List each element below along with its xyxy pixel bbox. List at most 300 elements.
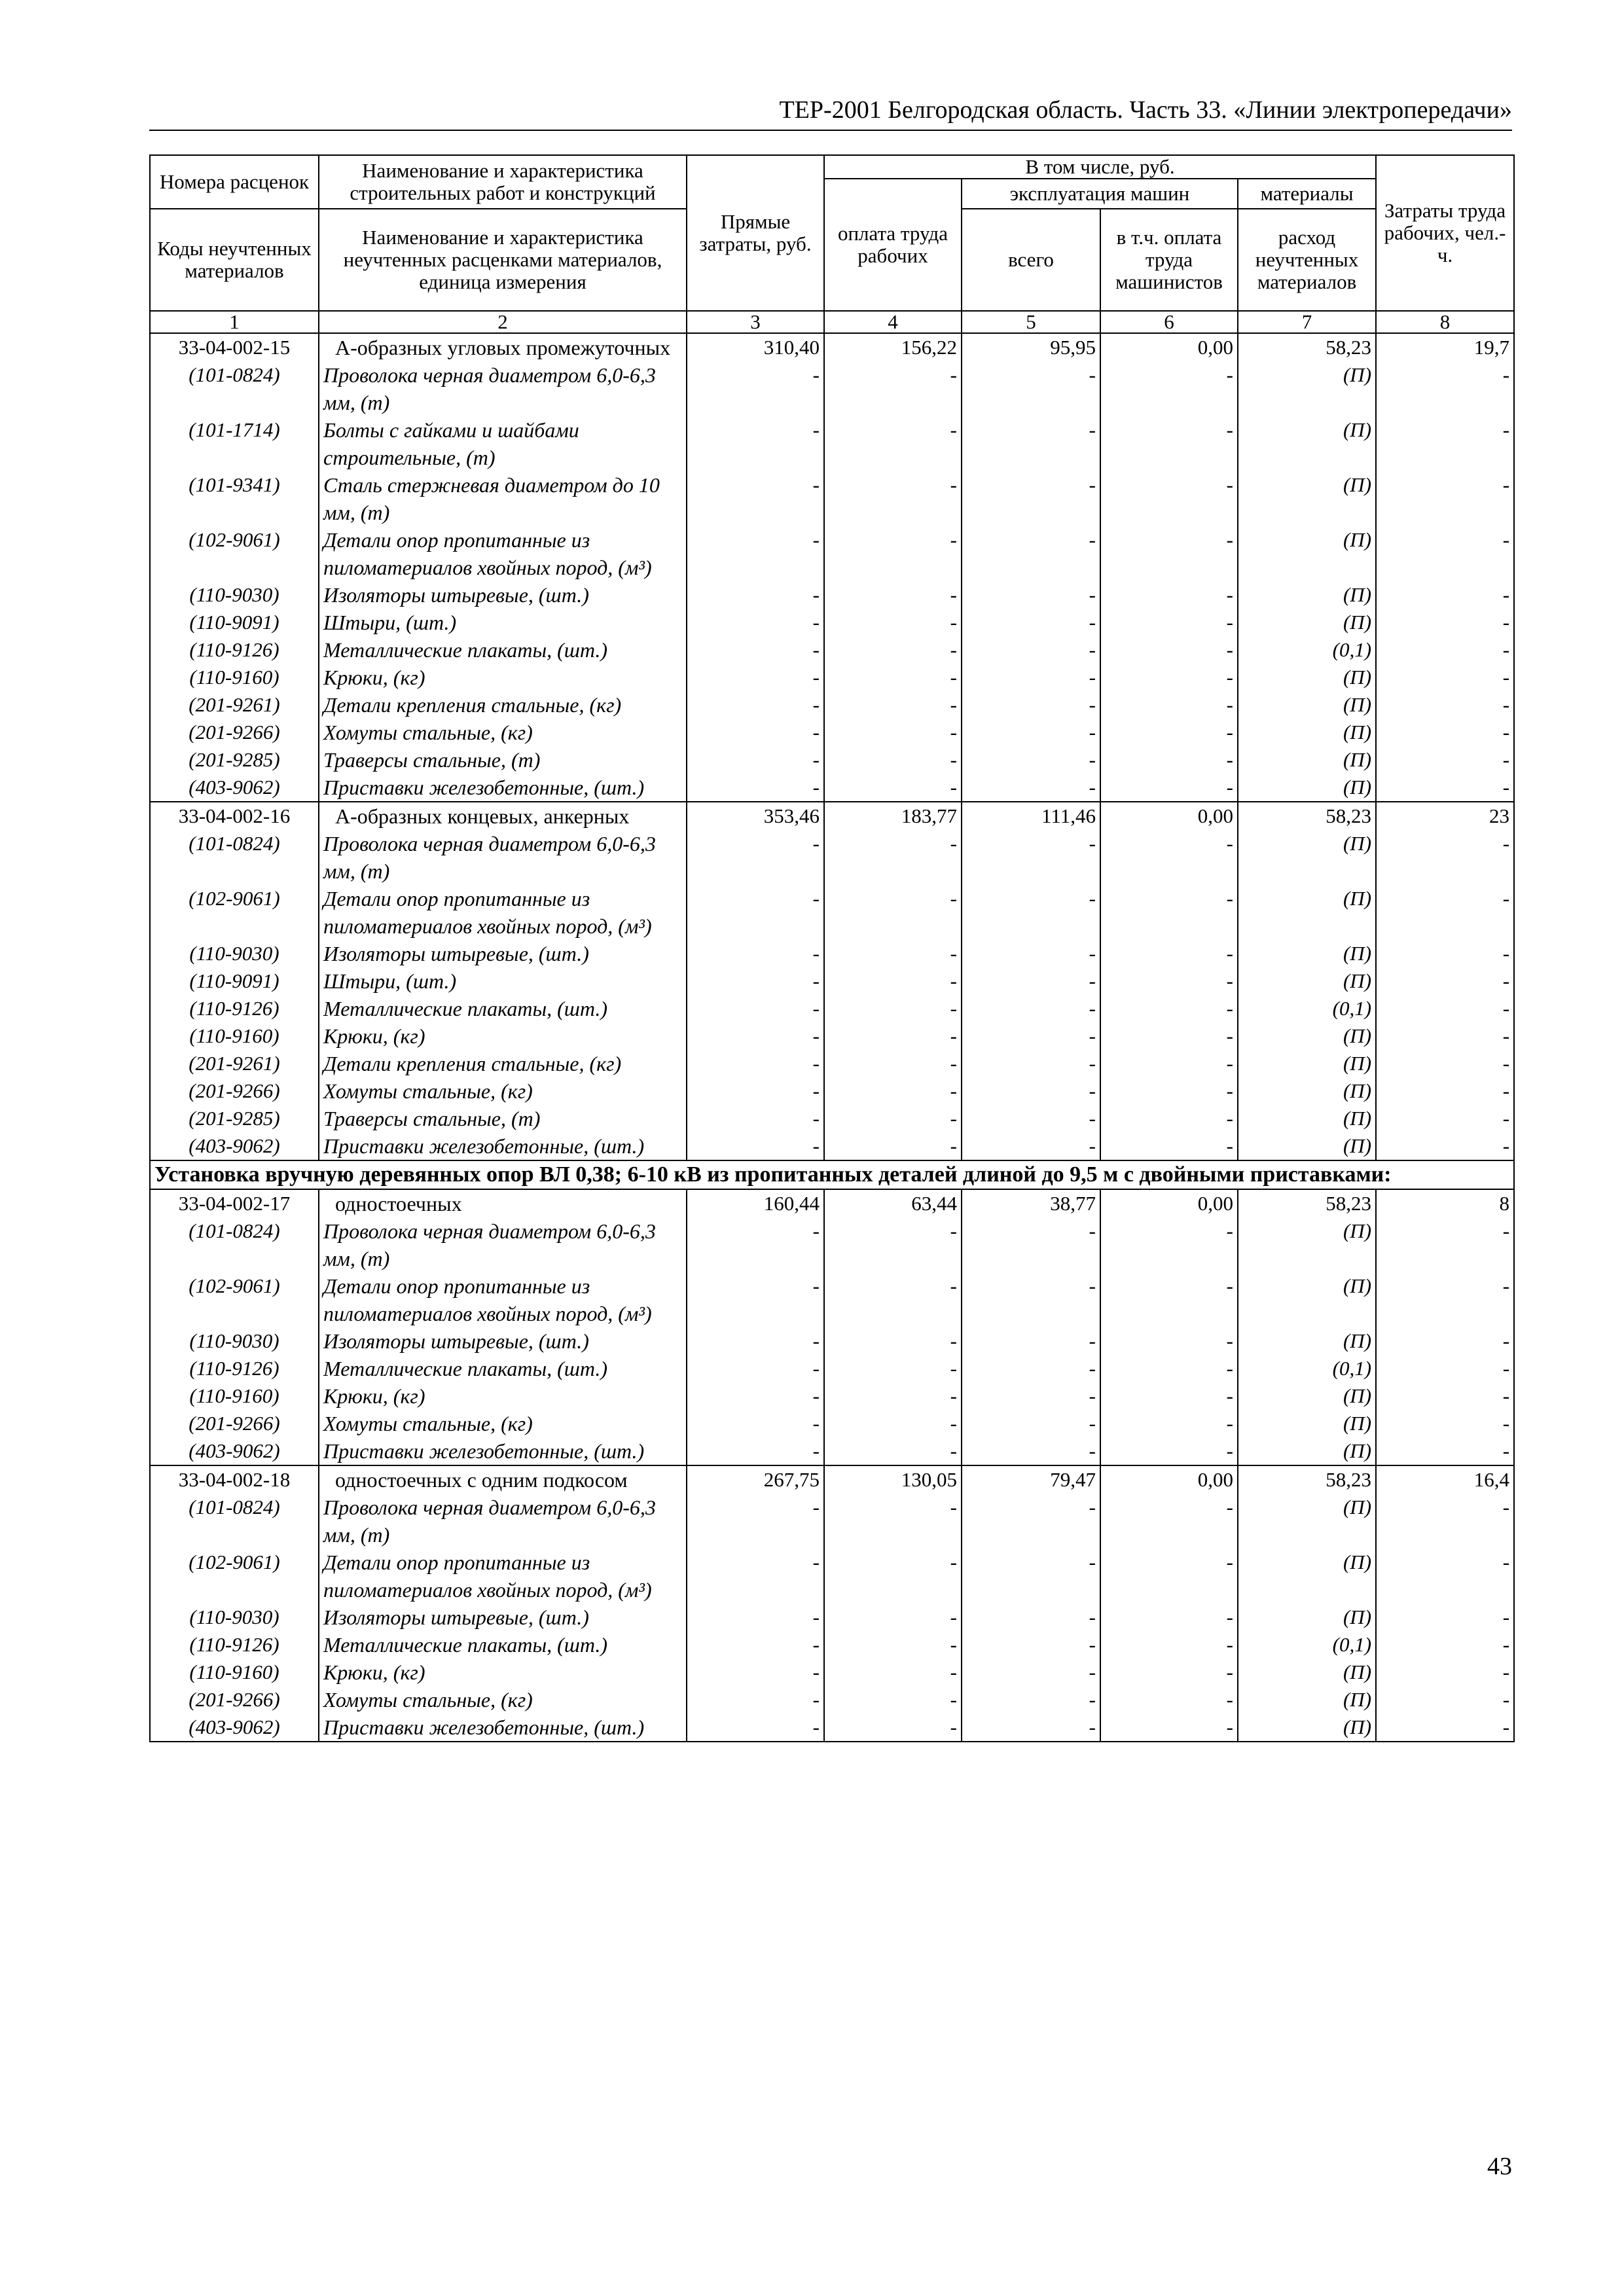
- material-consumption-value: (П): [1238, 1659, 1376, 1686]
- material-row: [150, 1050, 1514, 1077]
- worker-pay-value: -: [824, 995, 962, 1022]
- material-code: (110-9030): [150, 1327, 319, 1355]
- machines-total-value: -: [962, 967, 1100, 995]
- worker-pay-value: -: [824, 636, 962, 664]
- material-name: Детали крепления стальные, (кг): [319, 1050, 687, 1077]
- direct-costs-value: -: [687, 1659, 824, 1686]
- rate-code: 33-04-002-16: [150, 802, 319, 830]
- material-row: [150, 774, 1514, 802]
- material-consumption-value: (П): [1238, 581, 1376, 609]
- material-row: [150, 1631, 1514, 1659]
- worker-pay-value: 63,44: [824, 1189, 962, 1217]
- material-name: Проволока черная диаметром 6,0-6,3 мм, (т): [319, 361, 687, 416]
- direct-costs-value: -: [687, 746, 824, 774]
- direct-costs-value: -: [687, 1022, 824, 1050]
- section-heading: Установка вручную деревянных опор ВЛ 0,38; 6-10 кВ из пропитанных деталей длиной до 9,5 м с двойными приставками:: [150, 1160, 1514, 1189]
- material-name: Траверсы стальные, (т): [319, 1105, 687, 1132]
- worker-pay-value: -: [824, 361, 962, 416]
- direct-costs-value: -: [687, 774, 824, 802]
- labor-hours-value: -: [1376, 1437, 1514, 1465]
- material-name: Детали опор пропитанные из пиломатериалов хвойных пород, (м³): [319, 1549, 687, 1604]
- material-consumption-value: (П): [1238, 1327, 1376, 1355]
- material-name: Проволока черная диаметром 6,0-6,3 мм, (т): [319, 1494, 687, 1549]
- column-numbers-row: [150, 311, 1514, 333]
- machinist-pay-value: -: [1100, 940, 1238, 967]
- header-including: В том числе, руб.: [824, 155, 1376, 179]
- header-materials: материалы: [1238, 179, 1376, 209]
- material-consumption-value: (П): [1238, 526, 1376, 581]
- worker-pay-value: -: [824, 1077, 962, 1105]
- machinist-pay-value: -: [1100, 746, 1238, 774]
- machines-total-value: -: [962, 940, 1100, 967]
- rate-row: [150, 333, 1514, 361]
- machinist-pay-value: -: [1100, 664, 1238, 691]
- direct-costs-value: -: [687, 361, 824, 416]
- machines-total-value: -: [962, 1604, 1100, 1631]
- machinist-pay-value: -: [1100, 1437, 1238, 1465]
- direct-costs-value: -: [687, 1327, 824, 1355]
- material-row: [150, 967, 1514, 995]
- material-consumption-value: 58,23: [1238, 1189, 1376, 1217]
- header-worker-pay: оплата труда рабочих: [824, 179, 962, 311]
- direct-costs-value: -: [687, 1132, 824, 1160]
- material-row: [150, 1327, 1514, 1355]
- machines-total-value: -: [962, 1549, 1100, 1604]
- material-name: Изоляторы штыревые, (шт.): [319, 1327, 687, 1355]
- direct-costs-value: 267,75: [687, 1465, 824, 1494]
- material-code: (110-9160): [150, 1382, 319, 1410]
- machinist-pay-value: -: [1100, 1604, 1238, 1631]
- material-code: (101-0824): [150, 1217, 319, 1272]
- work-name: А-образных концевых, анкерных: [319, 802, 687, 830]
- machinist-pay-value: -: [1100, 1105, 1238, 1132]
- material-row: [150, 664, 1514, 691]
- labor-hours-value: -: [1376, 1604, 1514, 1631]
- rate-row: [150, 1189, 1514, 1217]
- column-number: 8: [1376, 311, 1514, 333]
- worker-pay-value: -: [824, 1050, 962, 1077]
- direct-costs-value: -: [687, 1355, 824, 1382]
- material-code: (102-9061): [150, 1272, 319, 1327]
- labor-hours-value: 19,7: [1376, 333, 1514, 361]
- labor-hours-value: -: [1376, 526, 1514, 581]
- material-consumption-value: (П): [1238, 746, 1376, 774]
- machinist-pay-value: 0,00: [1100, 333, 1238, 361]
- worker-pay-value: -: [824, 1631, 962, 1659]
- worker-pay-value: 156,22: [824, 333, 962, 361]
- material-name: Проволока черная диаметром 6,0-6,3 мм, (т): [319, 830, 687, 885]
- material-consumption-value: (П): [1238, 691, 1376, 719]
- direct-costs-value: -: [687, 1050, 824, 1077]
- material-consumption-value: (П): [1238, 1022, 1376, 1050]
- material-consumption-value: (П): [1238, 1713, 1376, 1742]
- direct-costs-value: -: [687, 636, 824, 664]
- direct-costs-value: -: [687, 830, 824, 885]
- material-code: (110-9160): [150, 1659, 319, 1686]
- header-rule: [149, 130, 1512, 131]
- machinist-pay-value: -: [1100, 1217, 1238, 1272]
- material-code: (102-9061): [150, 1549, 319, 1604]
- material-name: Хомуты стальные, (кг): [319, 1686, 687, 1713]
- material-name: Приставки железобетонные, (шт.): [319, 1713, 687, 1742]
- direct-costs-value: -: [687, 1077, 824, 1105]
- direct-costs-value: -: [687, 719, 824, 746]
- material-consumption-value: (П): [1238, 1686, 1376, 1713]
- worker-pay-value: 130,05: [824, 1465, 962, 1494]
- material-code: (201-9266): [150, 1410, 319, 1437]
- worker-pay-value: -: [824, 1105, 962, 1132]
- material-consumption-value: (0,1): [1238, 1355, 1376, 1382]
- machines-total-value: -: [962, 664, 1100, 691]
- labor-hours-value: -: [1376, 1105, 1514, 1132]
- material-row: [150, 1494, 1514, 1549]
- machinist-pay-value: -: [1100, 1686, 1238, 1713]
- worker-pay-value: -: [824, 1686, 962, 1713]
- machinist-pay-value: -: [1100, 1549, 1238, 1604]
- material-consumption-value: (П): [1238, 1437, 1376, 1465]
- rates-table: [149, 154, 1515, 1742]
- column-number: 7: [1238, 311, 1376, 333]
- material-code: (101-0824): [150, 1494, 319, 1549]
- material-consumption-value: (П): [1238, 361, 1376, 416]
- machinist-pay-value: -: [1100, 830, 1238, 885]
- material-code: (403-9062): [150, 1437, 319, 1465]
- worker-pay-value: -: [824, 967, 962, 995]
- header-machinist-pay: в т.ч. оплата труда машинистов: [1100, 209, 1238, 311]
- material-row: [150, 1105, 1514, 1132]
- machinist-pay-value: -: [1100, 1382, 1238, 1410]
- direct-costs-value: -: [687, 581, 824, 609]
- worker-pay-value: -: [824, 471, 962, 526]
- material-code: (201-9261): [150, 1050, 319, 1077]
- direct-costs-value: -: [687, 1272, 824, 1327]
- machines-total-value: -: [962, 1631, 1100, 1659]
- machines-total-value: -: [962, 746, 1100, 774]
- worker-pay-value: -: [824, 1022, 962, 1050]
- material-consumption-value: (П): [1238, 471, 1376, 526]
- rate-code: 33-04-002-17: [150, 1189, 319, 1217]
- worker-pay-value: -: [824, 1604, 962, 1631]
- material-code: (101-9341): [150, 471, 319, 526]
- material-consumption-value: (П): [1238, 885, 1376, 940]
- material-consumption-value: (П): [1238, 1272, 1376, 1327]
- material-row: [150, 1604, 1514, 1631]
- direct-costs-value: -: [687, 471, 824, 526]
- worker-pay-value: -: [824, 830, 962, 885]
- material-row: [150, 1022, 1514, 1050]
- machines-total-value: -: [962, 719, 1100, 746]
- header-labor-hours: Затраты труда рабочих, чел.-ч.: [1376, 155, 1514, 311]
- material-row: [150, 1132, 1514, 1160]
- machines-total-value: -: [962, 1217, 1100, 1272]
- machines-total-value: -: [962, 526, 1100, 581]
- material-code: (403-9062): [150, 1132, 319, 1160]
- machines-total-value: 95,95: [962, 333, 1100, 361]
- rate-code: 33-04-002-18: [150, 1465, 319, 1494]
- labor-hours-value: -: [1376, 1631, 1514, 1659]
- worker-pay-value: -: [824, 1355, 962, 1382]
- material-code: (102-9061): [150, 885, 319, 940]
- material-consumption-value: (П): [1238, 1105, 1376, 1132]
- material-code: (110-9126): [150, 995, 319, 1022]
- worker-pay-value: -: [824, 940, 962, 967]
- direct-costs-value: -: [687, 1105, 824, 1132]
- machinist-pay-value: -: [1100, 526, 1238, 581]
- material-name: Приставки железобетонные, (шт.): [319, 1437, 687, 1465]
- rate-row: [150, 802, 1514, 830]
- direct-costs-value: -: [687, 664, 824, 691]
- machinist-pay-value: -: [1100, 719, 1238, 746]
- labor-hours-value: 16,4: [1376, 1465, 1514, 1494]
- material-row: [150, 636, 1514, 664]
- machines-total-value: -: [962, 885, 1100, 940]
- material-row: [150, 581, 1514, 609]
- material-code: (110-9126): [150, 636, 319, 664]
- material-code: (201-9266): [150, 1077, 319, 1105]
- material-name: Металлические плакаты, (шт.): [319, 1631, 687, 1659]
- material-name: Изоляторы штыревые, (шт.): [319, 581, 687, 609]
- material-row: [150, 1355, 1514, 1382]
- labor-hours-value: -: [1376, 746, 1514, 774]
- material-name: Крюки, (кг): [319, 664, 687, 691]
- machines-total-value: -: [962, 471, 1100, 526]
- machines-total-value: -: [962, 609, 1100, 636]
- column-number: 5: [962, 311, 1100, 333]
- labor-hours-value: -: [1376, 830, 1514, 885]
- direct-costs-value: 353,46: [687, 802, 824, 830]
- material-name: Приставки железобетонные, (шт.): [319, 1132, 687, 1160]
- labor-hours-value: -: [1376, 967, 1514, 995]
- material-code: (110-9030): [150, 581, 319, 609]
- table-body: [150, 333, 1514, 1742]
- labor-hours-value: -: [1376, 361, 1514, 416]
- material-consumption-value: (П): [1238, 1050, 1376, 1077]
- machinist-pay-value: -: [1100, 1077, 1238, 1105]
- worker-pay-value: -: [824, 416, 962, 471]
- material-consumption-value: 58,23: [1238, 1465, 1376, 1494]
- material-code: (201-9285): [150, 1105, 319, 1132]
- machines-total-value: -: [962, 1659, 1100, 1686]
- worker-pay-value: -: [824, 1217, 962, 1272]
- labor-hours-value: -: [1376, 1327, 1514, 1355]
- material-row: [150, 609, 1514, 636]
- material-name: Крюки, (кг): [319, 1022, 687, 1050]
- material-name: Хомуты стальные, (кг): [319, 719, 687, 746]
- material-consumption-value: 58,23: [1238, 333, 1376, 361]
- machinist-pay-value: -: [1100, 471, 1238, 526]
- machinist-pay-value: -: [1100, 1022, 1238, 1050]
- labor-hours-value: -: [1376, 581, 1514, 609]
- table-header: [150, 155, 1514, 333]
- labor-hours-value: -: [1376, 1410, 1514, 1437]
- worker-pay-value: -: [824, 664, 962, 691]
- material-code: (110-9126): [150, 1355, 319, 1382]
- labor-hours-value: -: [1376, 1355, 1514, 1382]
- material-code: (110-9030): [150, 940, 319, 967]
- machinist-pay-value: -: [1100, 361, 1238, 416]
- direct-costs-value: -: [687, 1410, 824, 1437]
- material-consumption-value: (П): [1238, 1604, 1376, 1631]
- labor-hours-value: 23: [1376, 802, 1514, 830]
- material-row: [150, 1382, 1514, 1410]
- worker-pay-value: -: [824, 1272, 962, 1327]
- running-head: ТЕР-2001 Белгородская область. Часть 33. «Линии электропередачи»: [779, 96, 1512, 124]
- direct-costs-value: -: [687, 1494, 824, 1549]
- machinist-pay-value: 0,00: [1100, 802, 1238, 830]
- worker-pay-value: -: [824, 774, 962, 802]
- material-code: (110-9160): [150, 1022, 319, 1050]
- material-name: Траверсы стальные, (т): [319, 746, 687, 774]
- direct-costs-value: -: [687, 1437, 824, 1465]
- material-name: Приставки железобетонные, (шт.): [319, 774, 687, 802]
- machines-total-value: -: [962, 636, 1100, 664]
- material-row: [150, 995, 1514, 1022]
- material-consumption-value: (0,1): [1238, 995, 1376, 1022]
- machines-total-value: -: [962, 1272, 1100, 1327]
- labor-hours-value: -: [1376, 636, 1514, 664]
- material-row: [150, 1410, 1514, 1437]
- labor-hours-value: 8: [1376, 1189, 1514, 1217]
- direct-costs-value: -: [687, 1713, 824, 1742]
- direct-costs-value: -: [687, 526, 824, 581]
- labor-hours-value: -: [1376, 416, 1514, 471]
- machinist-pay-value: 0,00: [1100, 1465, 1238, 1494]
- material-consumption-value: (П): [1238, 1494, 1376, 1549]
- direct-costs-value: -: [687, 940, 824, 967]
- direct-costs-value: -: [687, 609, 824, 636]
- material-code: (101-0824): [150, 361, 319, 416]
- direct-costs-value: -: [687, 995, 824, 1022]
- labor-hours-value: -: [1376, 1077, 1514, 1105]
- material-consumption-value: (0,1): [1238, 636, 1376, 664]
- machinist-pay-value: -: [1100, 1494, 1238, 1549]
- worker-pay-value: 183,77: [824, 802, 962, 830]
- column-number: 2: [319, 311, 687, 333]
- worker-pay-value: -: [824, 1437, 962, 1465]
- material-name: Сталь стержневая диаметром до 10 мм, (т): [319, 471, 687, 526]
- direct-costs-value: -: [687, 1604, 824, 1631]
- machines-total-value: -: [962, 1686, 1100, 1713]
- material-name: Металлические плакаты, (шт.): [319, 1355, 687, 1382]
- column-number: 6: [1100, 311, 1238, 333]
- material-row: [150, 1272, 1514, 1327]
- machinist-pay-value: -: [1100, 1050, 1238, 1077]
- direct-costs-value: 310,40: [687, 333, 824, 361]
- worker-pay-value: -: [824, 719, 962, 746]
- machines-total-value: -: [962, 774, 1100, 802]
- material-name: Детали крепления стальные, (кг): [319, 691, 687, 719]
- worker-pay-value: -: [824, 581, 962, 609]
- machines-total-value: -: [962, 1410, 1100, 1437]
- material-consumption-value: (П): [1238, 664, 1376, 691]
- labor-hours-value: -: [1376, 664, 1514, 691]
- labor-hours-value: -: [1376, 719, 1514, 746]
- direct-costs-value: -: [687, 1631, 824, 1659]
- machines-total-value: -: [962, 1050, 1100, 1077]
- labor-hours-value: -: [1376, 1050, 1514, 1077]
- machinist-pay-value: -: [1100, 995, 1238, 1022]
- material-consumption-value: (П): [1238, 940, 1376, 967]
- labor-hours-value: -: [1376, 691, 1514, 719]
- material-row: [150, 691, 1514, 719]
- material-name: Металлические плакаты, (шт.): [319, 995, 687, 1022]
- machinist-pay-value: -: [1100, 609, 1238, 636]
- header-work-name: Наименование и характеристика строительных работ и конструкций: [319, 155, 687, 209]
- material-consumption-value: (П): [1238, 1549, 1376, 1604]
- material-row: [150, 1217, 1514, 1272]
- material-code: (102-9061): [150, 526, 319, 581]
- machinist-pay-value: -: [1100, 1355, 1238, 1382]
- material-code: (201-9261): [150, 691, 319, 719]
- labor-hours-value: -: [1376, 1494, 1514, 1549]
- machinist-pay-value: -: [1100, 1410, 1238, 1437]
- column-number: 4: [824, 311, 962, 333]
- material-row: [150, 830, 1514, 885]
- machinist-pay-value: -: [1100, 774, 1238, 802]
- labor-hours-value: -: [1376, 1217, 1514, 1272]
- material-consumption-value: (П): [1238, 1132, 1376, 1160]
- labor-hours-value: -: [1376, 885, 1514, 940]
- material-name: Штыри, (шт.): [319, 609, 687, 636]
- material-row: [150, 361, 1514, 416]
- direct-costs-value: -: [687, 416, 824, 471]
- worker-pay-value: -: [824, 691, 962, 719]
- machines-total-value: -: [962, 1327, 1100, 1355]
- material-row: [150, 885, 1514, 940]
- machinist-pay-value: -: [1100, 1631, 1238, 1659]
- material-name: Металлические плакаты, (шт.): [319, 636, 687, 664]
- material-code: (110-9160): [150, 664, 319, 691]
- labor-hours-value: -: [1376, 940, 1514, 967]
- material-name: Детали опор пропитанные из пиломатериалов хвойных пород, (м³): [319, 526, 687, 581]
- machinist-pay-value: -: [1100, 581, 1238, 609]
- labor-hours-value: -: [1376, 1022, 1514, 1050]
- labor-hours-value: -: [1376, 995, 1514, 1022]
- material-consumption-value: (П): [1238, 1410, 1376, 1437]
- material-row: [150, 416, 1514, 471]
- direct-costs-value: 160,44: [687, 1189, 824, 1217]
- machines-total-value: -: [962, 691, 1100, 719]
- rate-code: 33-04-002-15: [150, 333, 319, 361]
- material-name: Изоляторы штыревые, (шт.): [319, 1604, 687, 1631]
- direct-costs-value: -: [687, 885, 824, 940]
- machinist-pay-value: -: [1100, 1713, 1238, 1742]
- machines-total-value: -: [962, 581, 1100, 609]
- material-consumption-value: (П): [1238, 830, 1376, 885]
- direct-costs-value: -: [687, 1382, 824, 1410]
- machines-total-value: -: [962, 1437, 1100, 1465]
- material-consumption-value: (П): [1238, 416, 1376, 471]
- labor-hours-value: -: [1376, 609, 1514, 636]
- material-consumption-value: 58,23: [1238, 802, 1376, 830]
- material-consumption-value: (П): [1238, 609, 1376, 636]
- work-name: одностоечных: [319, 1189, 687, 1217]
- labor-hours-value: -: [1376, 471, 1514, 526]
- labor-hours-value: -: [1376, 1549, 1514, 1604]
- material-row: [150, 1549, 1514, 1604]
- labor-hours-value: -: [1376, 774, 1514, 802]
- direct-costs-value: -: [687, 691, 824, 719]
- material-name: Изоляторы штыревые, (шт.): [319, 940, 687, 967]
- machinist-pay-value: -: [1100, 416, 1238, 471]
- material-name: Хомуты стальные, (кг): [319, 1410, 687, 1437]
- machines-total-value: -: [962, 1382, 1100, 1410]
- machinist-pay-value: -: [1100, 1327, 1238, 1355]
- labor-hours-value: -: [1376, 1713, 1514, 1742]
- material-code: (101-0824): [150, 830, 319, 885]
- material-consumption-value: (П): [1238, 1217, 1376, 1272]
- machines-total-value: -: [962, 1022, 1100, 1050]
